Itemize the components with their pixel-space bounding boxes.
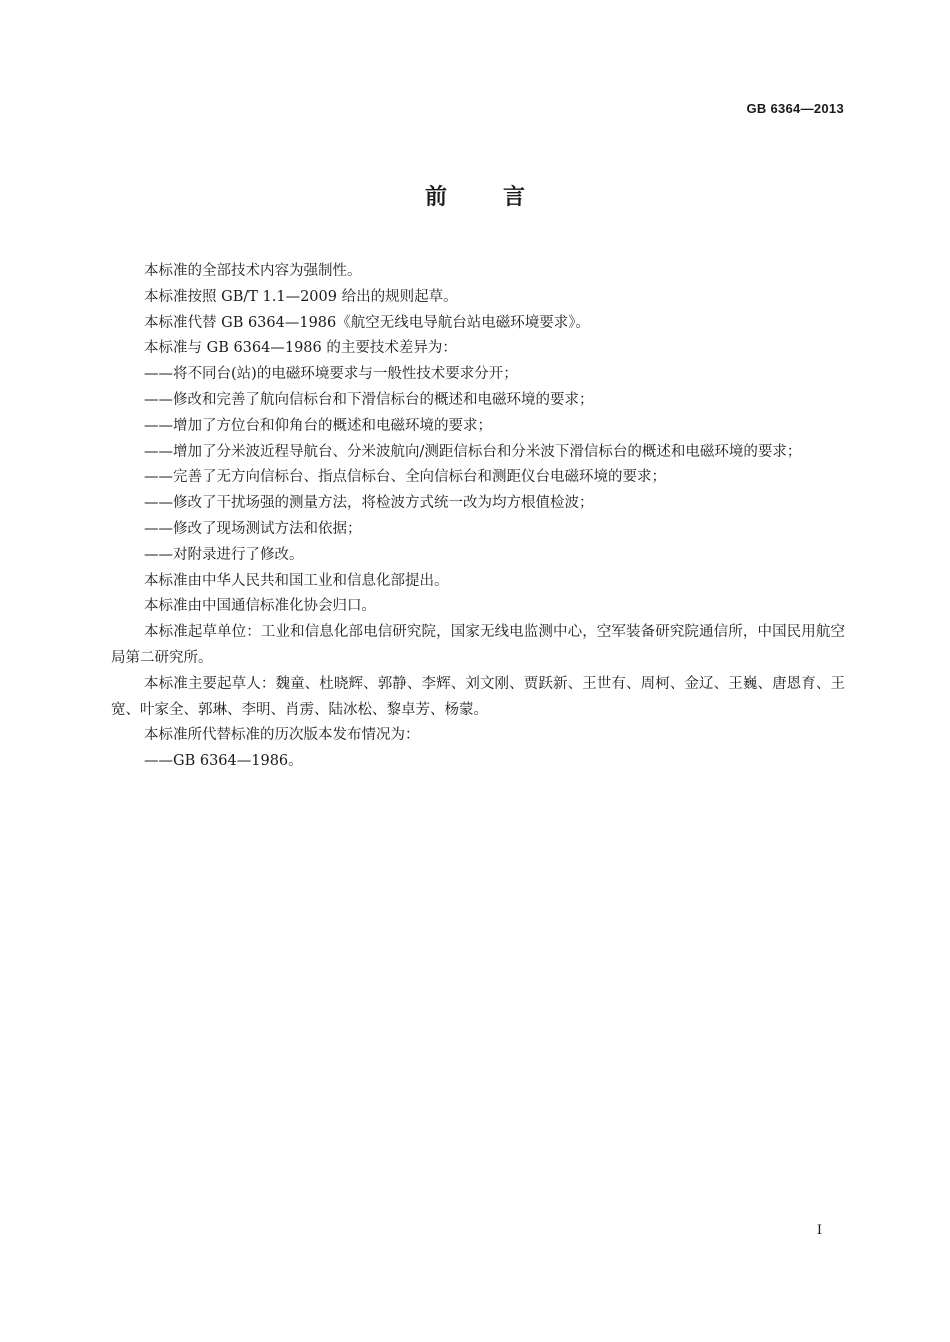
page-title: 前言	[424, 185, 581, 210]
difference-item: ——将不同台(站)的电磁环境要求与一般性技术要求分开；	[144, 366, 518, 383]
paragraph-drafters: 本标准主要起草人：魏童、杜晓辉、郭静、李辉、刘文刚、贾跃新、王世有、周柯、金辽、王巍、唐恩育、王宽、叶家全、郭琳、李明、肖雳、陆冰松、黎卓芳、杨蒙。	[111, 675, 845, 718]
paragraph-centralized-by: 本标准由中国通信标准化协会归口。	[144, 598, 376, 615]
difference-item: ——对附录进行了修改。	[144, 546, 304, 563]
paragraph-differences-intro: 本标准与 GB 6364—1986 的主要技术差异为：	[144, 340, 457, 357]
foreword-body	[111, 259, 845, 775]
difference-item: ——完善了无方向信标台、指点信标台、全向信标台和测距仪台电磁环境的要求；	[144, 469, 666, 486]
paragraph-drafting-units: 本标准起草单位：工业和信息化部电信研究院，国家无线电监测中心，空军装备研究院通信所，中国民用航空局第二研究所。	[111, 624, 845, 666]
difference-item: ——修改了干扰场强的测量方法，将检波方式统一改为均方根值检波；	[144, 495, 594, 512]
difference-item: ——增加了方位台和仰角台的概述和电磁环境的要求；	[144, 417, 492, 434]
difference-item: ——修改和完善了航向信标台和下滑信标台的概述和电磁环境的要求；	[144, 391, 594, 408]
paragraph-drafting-rules: 本标准按照 GB/T 1.1—2009 给出的规则起草。	[144, 288, 458, 305]
history-item: ——GB 6364—1986。	[144, 753, 303, 770]
paragraph-replaces: 本标准代替 GB 6364—1986《航空无线电导航台站电磁环境要求》。	[144, 314, 591, 331]
difference-item: ——修改了现场测试方法和依据；	[144, 520, 362, 537]
paragraph-proposed-by: 本标准由中华人民共和国工业和信息化部提出。	[144, 572, 449, 589]
paragraph-history-intro: 本标准所代替标准的历次版本发布情况为：	[144, 727, 420, 744]
difference-item: ——增加了分米波近程导航台、分米波航向/测距信标台和分米波下滑信标台的概述和电磁环境的要求；	[144, 443, 802, 460]
paragraph-mandatory: 本标准的全部技术内容为强制性。	[144, 263, 362, 279]
page-number: I	[816, 1223, 822, 1238]
standard-code: GB 6364—2013	[746, 101, 844, 116]
